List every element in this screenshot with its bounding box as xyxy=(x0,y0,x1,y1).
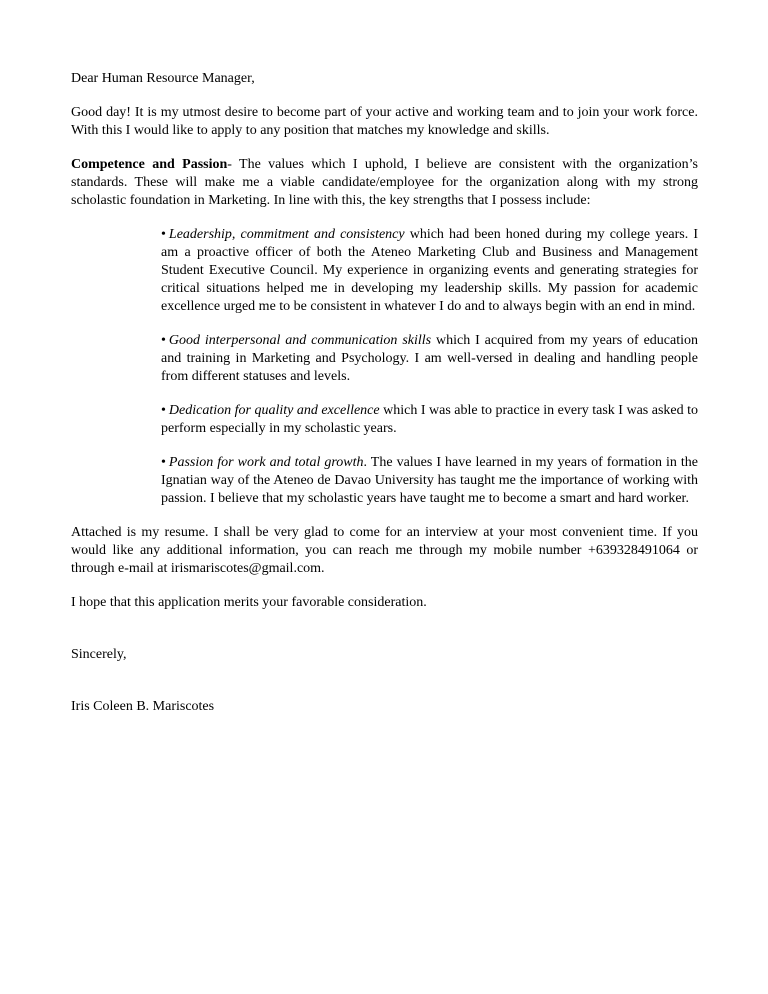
competence-heading: Competence and Passion xyxy=(71,157,228,172)
bullet-icon: • xyxy=(161,333,166,348)
strength-text: which had been honed during my college years. I am a proactive officer of both the Ateneo Marketing Club and Business and Management Student Executive Council. My experience in organizing events and generating strategies for critical situations helped me in developing my leadership skills. My passion for academic excellence urged me to be consistent in whatever I do and to always begin with an end in mind. xyxy=(161,227,698,314)
strength-title: Passion for work and total growth xyxy=(168,455,364,470)
bullet-icon: • xyxy=(161,455,166,470)
intro-paragraph: Good day! It is my utmost desire to become part of your active and working team and to join your work force. With this I would like to apply to any position that matches my knowledge and skills. xyxy=(71,105,698,138)
list-item xyxy=(161,454,698,508)
bullet-icon: • xyxy=(161,227,166,242)
strength-title: Good interpersonal and communication skills xyxy=(168,333,432,348)
letter-page xyxy=(71,70,698,716)
bullet-icon: • xyxy=(161,403,166,418)
strength-text: . The values I have learned in my years of formation in the Ignatian way of the Ateneo de Davao University has taught me the importance of working with passion. I believe that my scholastic years have taught me to become a smart and hard worker. xyxy=(161,455,698,506)
hope-paragraph: I hope that this application merits your favorable consideration. xyxy=(71,595,427,610)
strength-title: Leadership, commitment and consistency xyxy=(168,227,405,242)
strengths-list xyxy=(71,226,698,508)
competence-text: - The values which I uphold, I believe are consistent with the organization’s standards. These will make me a viable candidate/employee for the organization along with my strong scholastic foundation in Marketing. In line with this, the key strengths that I possess include: xyxy=(71,157,698,208)
salutation: Dear Human Resource Manager, xyxy=(71,71,255,86)
list-item xyxy=(161,226,698,316)
attached-paragraph: Attached is my resume. I shall be very glad to come for an interview at your most convenient time. If you would like any additional information, you can reach me through my mobile number +639328491064 or through e-mail at irismariscotes@gmail.com. xyxy=(71,525,698,576)
signature-name: Iris Coleen B. Mariscotes xyxy=(71,699,215,714)
competence-paragraph xyxy=(71,156,698,210)
closing: Sincerely, xyxy=(71,647,127,662)
list-item xyxy=(161,332,698,386)
strength-text: which I was able to practice in every task I was asked to perform especially in my scholastic years. xyxy=(161,403,699,436)
strength-text: which I acquired from my years of education and training in Marketing and Psychology. I am well-versed in dealing and handling people from different statuses and levels. xyxy=(161,333,698,384)
strength-title: Dedication for quality and excellence xyxy=(168,403,380,418)
list-item xyxy=(161,402,698,438)
